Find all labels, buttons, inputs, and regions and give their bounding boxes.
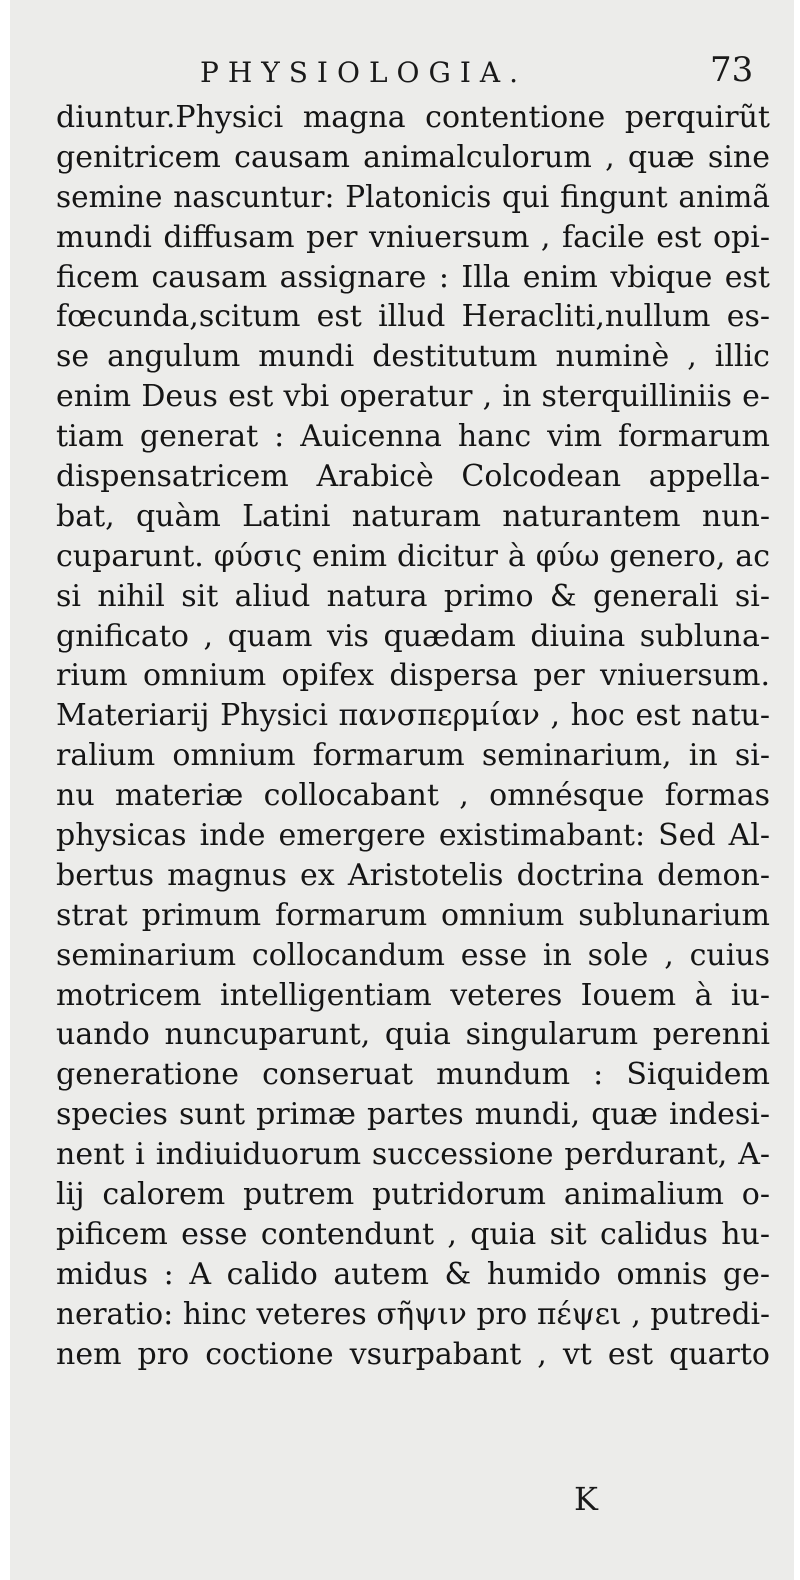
running-title: PHYSIOLOGIA. [200,56,528,89]
text-line: mundi diffusam per vniuersum , facile est opi- [56,219,770,255]
paper-margin-right [794,0,800,1580]
text-line: bat, quàm Latini naturam naturantem nun- [56,498,770,534]
text-line: midus : A calido autem & humido omnis ge- [56,1256,770,1292]
text-line: uando nuncuparunt, quia singularum perenni [56,1017,770,1053]
text-line: rium omnium opifex dispersa per vniuersum. [56,658,770,694]
text-line: diuntur.Physici magna contentione perquirũt [56,100,770,135]
text-line: fœcunda,scitum est illud Heracliti,nullum es- [56,299,770,335]
page-header [0,50,800,100]
text-line: lij calorem putrem putridorum animalium o- [56,1177,770,1213]
text-line: motricem intelligentiam veteres Iouem à iu- [56,977,770,1013]
text-line: tiam generat : Auicenna hanc vim formarum [56,419,770,455]
text-line: physicas inde emergere existimabant: Sed Al- [56,818,770,854]
body-text [56,98,770,1375]
text-line: neratio: hinc veteres σῆψιν pro πέψει , putredi- [56,1296,770,1331]
text-line: species sunt primæ partes mundi, quæ indesi- [56,1097,770,1133]
text-line: semine nascuntur: Platonicis qui fingunt animã [56,179,770,214]
text-line: nent i indiuiduorum successione perdurant, A- [56,1137,770,1173]
text-line: ficem causam assignare : Illa enim vbique est [56,259,770,295]
text-line: dispensatricem Arabicè Colcodean appella- [56,459,770,495]
text-line: pificem esse contendunt , quia sit calidus hu- [56,1216,770,1252]
text-line: ralium omnium formarum seminarium, in si- [56,738,770,774]
signature-mark: K [574,1480,598,1518]
text-line: se angulum mundi destitutum numinè , illic [56,339,770,375]
text-line: si nihil sit aliud natura primo & generali si- [56,578,770,614]
text-line: bertus magnus ex Aristotelis doctrina demon- [56,857,770,893]
text-line: genitricem causam animalculorum , quæ sine [56,139,770,175]
text-line: gnificato , quam vis quædam diuina subluna- [56,618,770,654]
text-line: strat primum formarum omnium sublunarium [56,897,770,933]
page-number: 73 [710,50,754,90]
text-line: seminarium collocandum esse in sole , cuius [56,937,770,973]
text-line: enim Deus est vbi operatur , in sterquilliniis e- [56,379,770,415]
text-line: cuparunt. φύσις enim dicitur à φύω genero, ac [56,538,770,574]
paper-margin-left [0,0,10,1580]
text-line: nu materiæ collocabant , omnésque formas [56,778,770,814]
text-line: Materiarij Physici πανσπερμίαν , hoc est natu- [56,698,770,734]
text-line: generatione conseruat mundum : Siquidem [56,1057,770,1093]
text-line: nem pro coctione vsurpabant , vt est quarto [56,1336,770,1372]
